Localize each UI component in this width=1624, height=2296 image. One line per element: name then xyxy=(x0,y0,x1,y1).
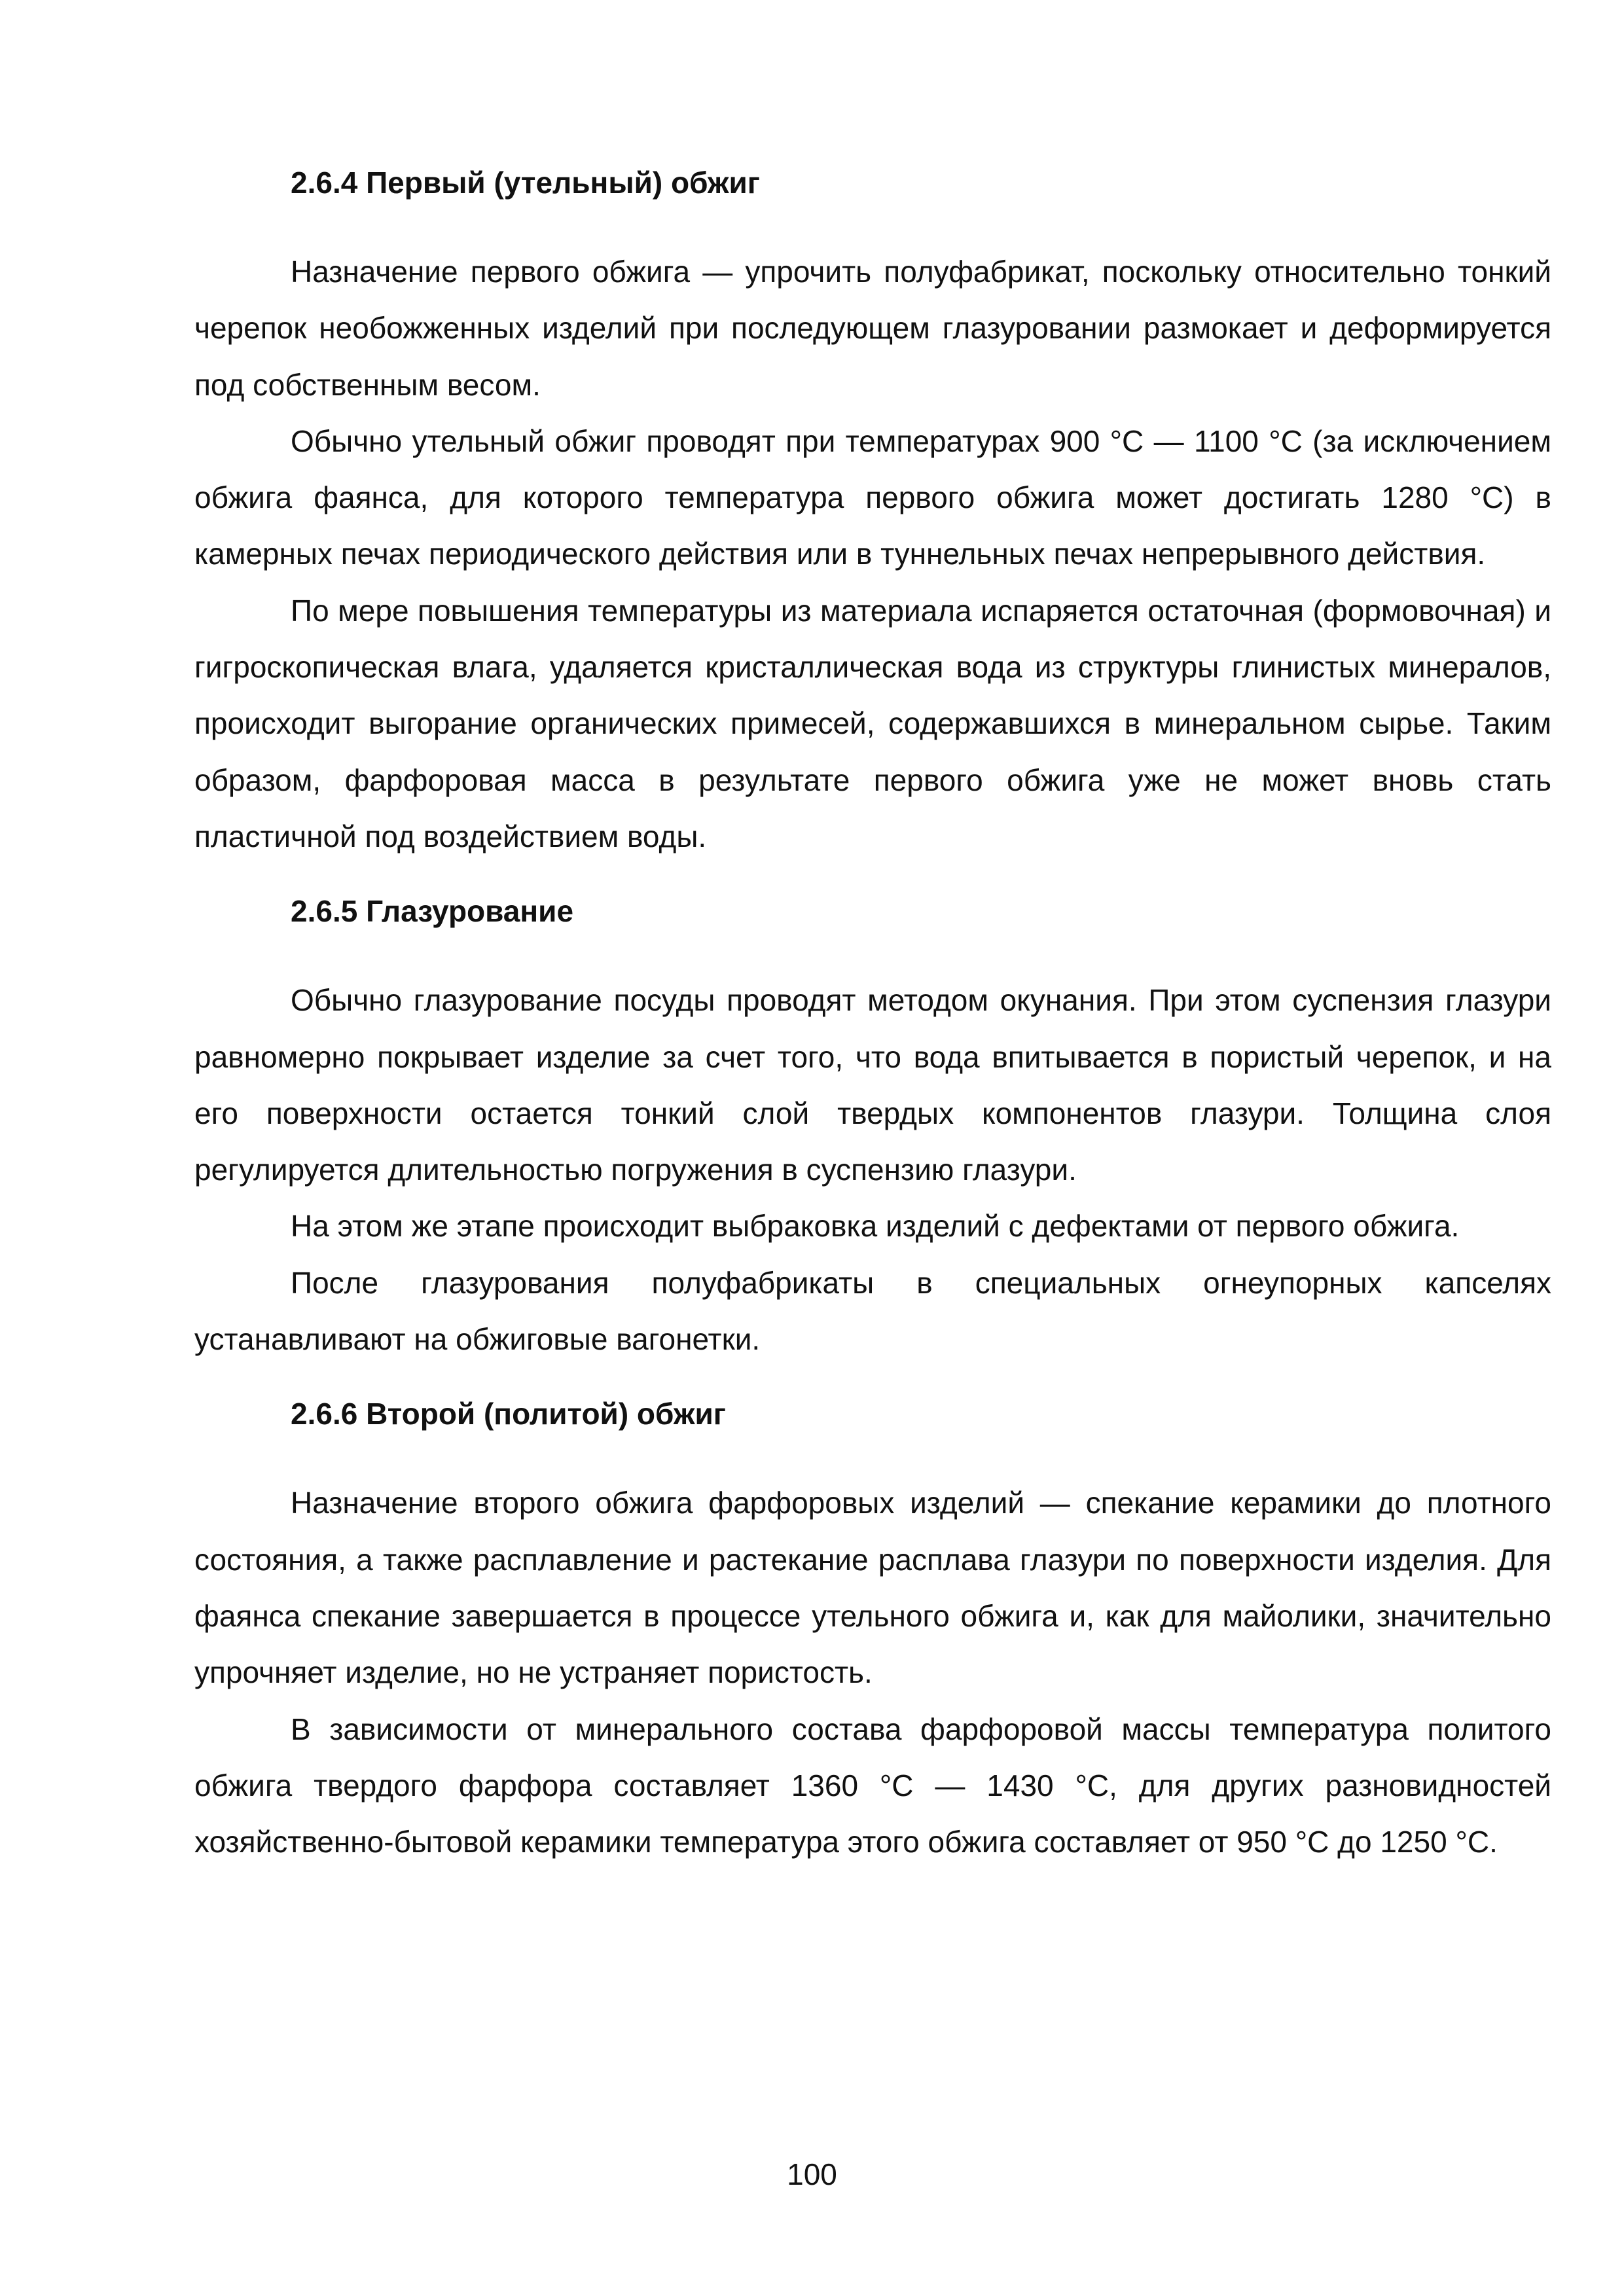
paragraph: Обычно утельный обжиг проводят при температурах 900 °С — 1100 °С (за исключением обжига фаянса, для которого температура первого обжига может достигать 1280 °С) в камерных печах периодического действия или в туннельных печах непрерывного действия. xyxy=(194,423,1551,571)
paragraph: Назначение первого обжига — упрочить полуфабрикат, поскольку относительно тонкий черепок необожженных изделий при последующем глазуровании размокает и деформируется под собственным весом. xyxy=(194,255,1551,402)
paragraph: Назначение второго обжига фарфоровых изделий — спекание керамики до плотного состояния, а также расплавление и растекание расплава глазури по поверхности изделия. Для фаянса спекание завершается в процессе утельного обжига и, как для майолики, значительно упрочняет изделие, но не устраняет пористость. xyxy=(194,1486,1551,1690)
spacer xyxy=(194,211,1551,243)
section-heading-2-6-6: 2.6.6 Второй (политой) обжиг xyxy=(291,1397,726,1431)
paragraph: В зависимости от минерального состава фарфоровой массы температура политого обжига твердого фарфора составляет 1360 °С — 1430 °С, для других разновидностей хозяйственно-бытовой керамики температура этого обжига составляет от 950 °С до 1250 °С. xyxy=(194,1712,1551,1859)
spacer xyxy=(194,865,1551,883)
paragraph: После глазурования полуфабрикаты в специальных огнеупорных капселях устанавливают на обжиговые вагонетки. xyxy=(194,1265,1551,1357)
page-content xyxy=(194,154,1551,1870)
spacer xyxy=(194,939,1551,972)
paragraph: По мере повышения температуры из материала испаряется остаточная (формовочная) и гигроскопическая влага, удаляется кристаллическая вода из структуры глинистых минералов, происходит выгорание органических примесей, содержавшихся в минеральном сырье. Таким образом, фарфоровая масса в результате первого обжига уже не может вновь стать пластичной под воздействием воды. xyxy=(194,593,1551,853)
section-heading-2-6-5: 2.6.5 Глазурование xyxy=(291,894,574,929)
page-number: 100 xyxy=(787,2157,837,2191)
spacer xyxy=(194,1442,1551,1475)
section-heading-2-6-4: 2.6.4 Первый (утельный) обжиг xyxy=(291,166,760,200)
paragraph: На этом же этапе происходит выбраковка изделий с дефектами от первого обжига. xyxy=(291,1209,1460,1244)
paragraph: Обычно глазурование посуды проводят методом окунания. При этом суспензия глазури равномерно покрывает изделие за счет того, что вода впитывается в пористый черепок, и на его поверхности остается тонкий слой твердых компонентов глазури. Толщина слоя регулируется длительностью погружения в суспензию глазури. xyxy=(194,983,1551,1187)
spacer xyxy=(194,1367,1551,1386)
